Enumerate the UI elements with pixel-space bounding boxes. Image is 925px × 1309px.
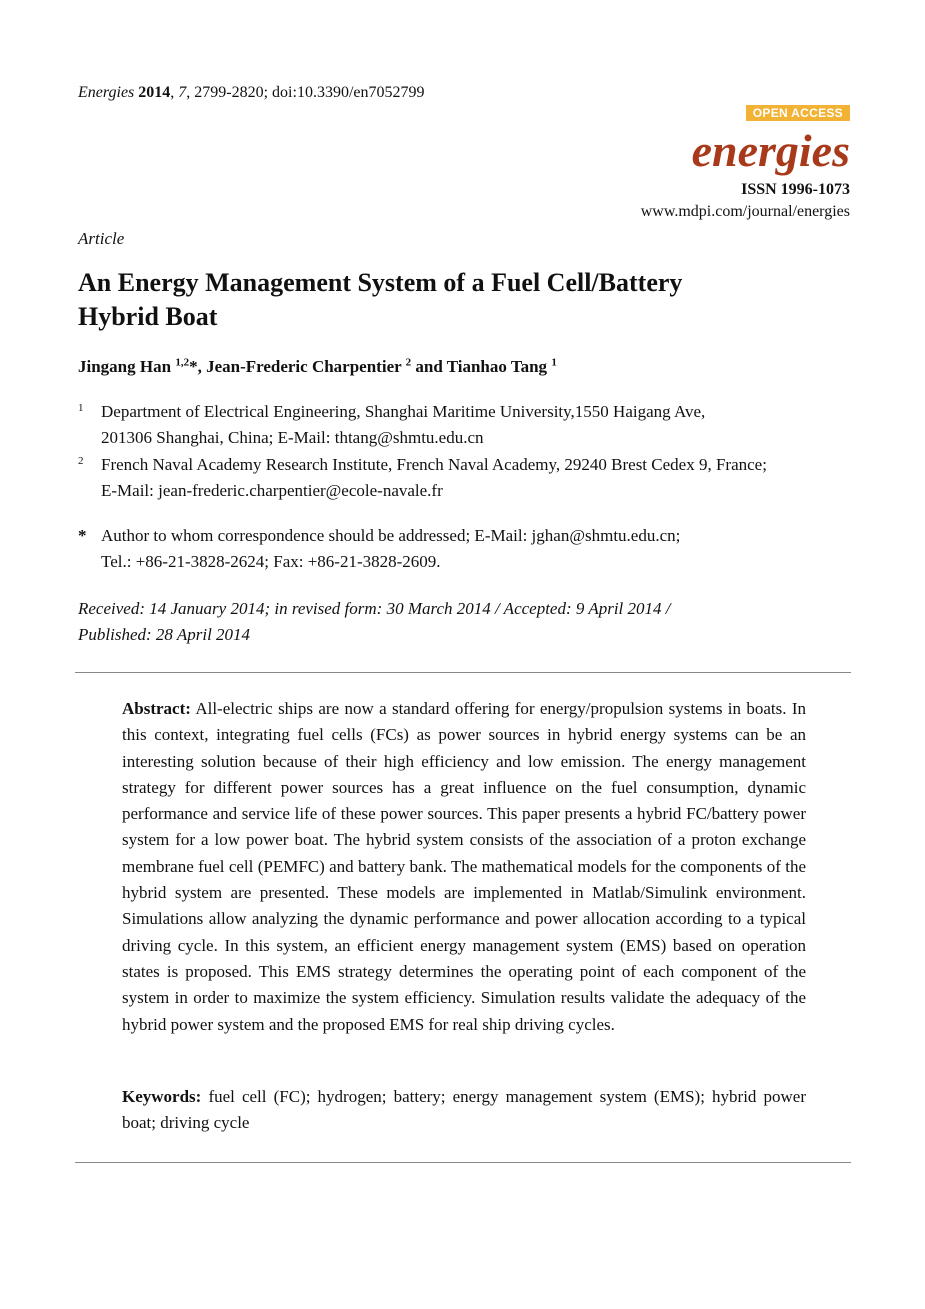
abstract [122,696,806,1038]
author-name: Jean-Frederic Charpentier [206,357,402,376]
author-name: Jingang Han [78,357,172,376]
citation-volume: 7 [178,84,187,101]
abstract-text: All-electric ships are now a standard offering for energy/propulsion systems in boats. In this context, integrating fuel cells (FCs) as power sources in hybrid energy systems can be an interesting solution because of their high efficiency and low emission. The energy management strategy for different power sources has a great influence on the fuel consumption, dynamic performance and service life of these power sources. This paper presents a hybrid FC/battery power system for a low power boat. The hybrid system consists of the association of a proton exchange membrane fuel cell (PEMFC) and battery bank. The mathematical models for the components of the hybrid system are presented. These models are implemented in Matlab/Simulink environment. Simulations allow analyzing the dynamic performance and power allocation according to a typical driving cycle. In this system, an efficient energy management system (EMS) based on operation states is proposed. This EMS strategy determines the operating point of each component of the system in order to maximize the system efficiency. Simulation results validate the adequacy of the hybrid power system and the proposed EMS for real ship driving cycles. [122,699,806,1034]
dates-line: Published: 28 April 2014 [78,625,251,644]
affiliation-line: French Naval Academy Research Institute, French Naval Academy, 29240 Brest Cedex 9, France; [101,455,767,474]
journal-logo: energies [691,125,850,176]
keywords-label: Keywords: [122,1087,202,1106]
citation-line: Energies 2014, 7, 2799-2820; doi:10.3390/en7052799 [78,84,425,101]
article-type: Article [78,229,125,248]
journal-url[interactable]: www.mdpi.com/journal/energies [640,203,850,220]
paper-title [78,266,838,334]
affiliation-2 [78,452,848,504]
title-line-2: Hybrid Boat [78,302,218,331]
keywords [122,1084,806,1136]
correspondence-line: Tel.: +86-21-3828-2624; Fax: +86-21-3828-2609. [101,552,441,571]
divider-bottom [75,1162,851,1163]
author-list [78,357,557,377]
author-separator: and [411,357,447,376]
author-affiliation-mark: 1 [551,356,557,369]
author-name: Tianhao Tang [446,357,548,376]
citation-pages-doi[interactable]: , 2799-2820; doi:10.3390/en7052799 [186,84,425,101]
correspondence-note [78,523,848,575]
divider-top [75,672,851,673]
affiliation-number: 1 [78,402,84,414]
author-separator: *, [189,357,207,376]
affiliation-line: Department of Electrical Engineering, Shanghai Maritime University,1550 Haigang Ave, [101,402,706,421]
affiliation-number: 2 [78,455,84,467]
citation-year: 2014 [138,84,171,101]
open-access-badge: OPEN ACCESS [746,105,850,121]
title-line-1: An Energy Management System of a Fuel Cell/Battery [78,268,683,297]
affiliation-1 [78,399,848,451]
abstract-label: Abstract: [122,699,191,718]
affiliation-line: 201306 Shanghai, China; E-Mail: thtang@shmtu.edu.cn [101,428,484,447]
publication-dates [78,596,848,648]
keywords-text: fuel cell (FC); hydrogen; battery; energy management system (EMS); hybrid power boat; driving cycle [122,1087,807,1132]
issn: ISSN 1996-1073 [741,181,850,198]
correspondence-line: Author to whom correspondence should be addressed; E-Mail: jghan@shmtu.edu.cn; [101,526,681,545]
author-affiliation-mark: 1,2 [175,356,190,369]
journal-name: Energies [78,84,135,101]
correspondence-mark: * [78,526,87,545]
author-affiliation-mark: 2 [405,356,412,369]
dates-line: Received: 14 January 2014; in revised form: 30 March 2014 / Accepted: 9 April 2014 / [78,599,671,618]
affiliation-line: E-Mail: jean-frederic.charpentier@ecole-navale.fr [101,481,443,500]
